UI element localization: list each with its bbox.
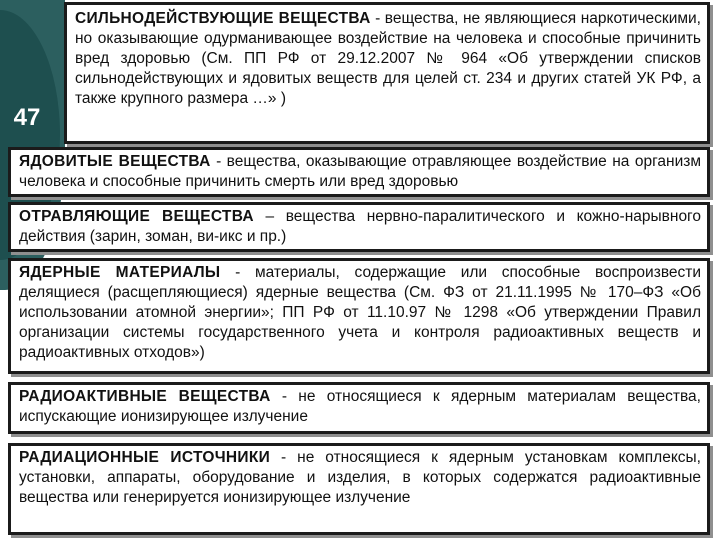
definition-box-poisonous-substances bbox=[8, 147, 710, 197]
definition-term: РАДИОАКТИВНЫЕ ВЕЩЕСТВА bbox=[19, 388, 271, 405]
definition-box-nuclear-materials bbox=[8, 258, 710, 374]
definition-term: ОТРАВЛЯЮЩИЕ ВЕЩЕСТВА bbox=[19, 208, 254, 225]
definition-term: СИЛЬНОДЕЙСТВУЮЩИЕ ВЕЩЕСТВА bbox=[75, 10, 371, 27]
slide-number: 47 bbox=[13, 104, 41, 131]
definition-term: РАДИАЦИОННЫЕ ИСТОЧНИКИ bbox=[19, 449, 271, 466]
definition-box-radiation-sources bbox=[8, 443, 710, 535]
definition-term: ЯДЕРНЫЕ МАТЕРИАЛЫ bbox=[19, 264, 221, 281]
definition-text: - вещества, не являющиеся наркотическими, но оказывающие одурманивающее воздействие на человека и способные причинить вред здоровью (См. ПП РФ от 29.12.2007 № 964 «Об утверждении списков сильнодействующих и ядовитых веществ для целей ст. 234 и других статей УК РФ, а также крупного размера …» ) bbox=[75, 10, 701, 107]
definition-text: – вещества нервно-паралитического и кожно-нарывного действия (зарин, зоман, ви-икс и пр.) bbox=[19, 208, 701, 245]
definition-text: - материалы, содержащие или способные воспроизвести делящиеся (расщепляющиеся) ядерные вещества (См. ФЗ от 21.11.1995 № 170–ФЗ «Об использовании атомной энергии»; ПП РФ от 11.10.97 № 1298 «Об утверждении Правил организации системы государственного учета и контроля радиоактивных веществ и радиоактивных отходов») bbox=[19, 264, 702, 361]
definition-term: ЯДОВИТЫЕ ВЕЩЕСТВА bbox=[19, 153, 211, 170]
definition-text: - вещества, оказывающие отравляющее воздействие на организм человека и способные причинить смерть или вред здоровью bbox=[19, 153, 701, 190]
definition-text: - не относящиеся к ядерным установкам комплексы, установки, аппараты, оборудование и изделия, в которых содержатся радиоактивные вещества или генерируется ионизирующее излучение bbox=[19, 449, 701, 506]
definition-box-toxic-agents bbox=[8, 202, 710, 252]
definition-box-radioactive-substances bbox=[8, 382, 710, 434]
definition-box-strong-substances bbox=[64, 2, 710, 144]
definition-text: - не относящиеся к ядерным материалам вещества, испускающие ионизирующее излучение bbox=[19, 388, 701, 425]
